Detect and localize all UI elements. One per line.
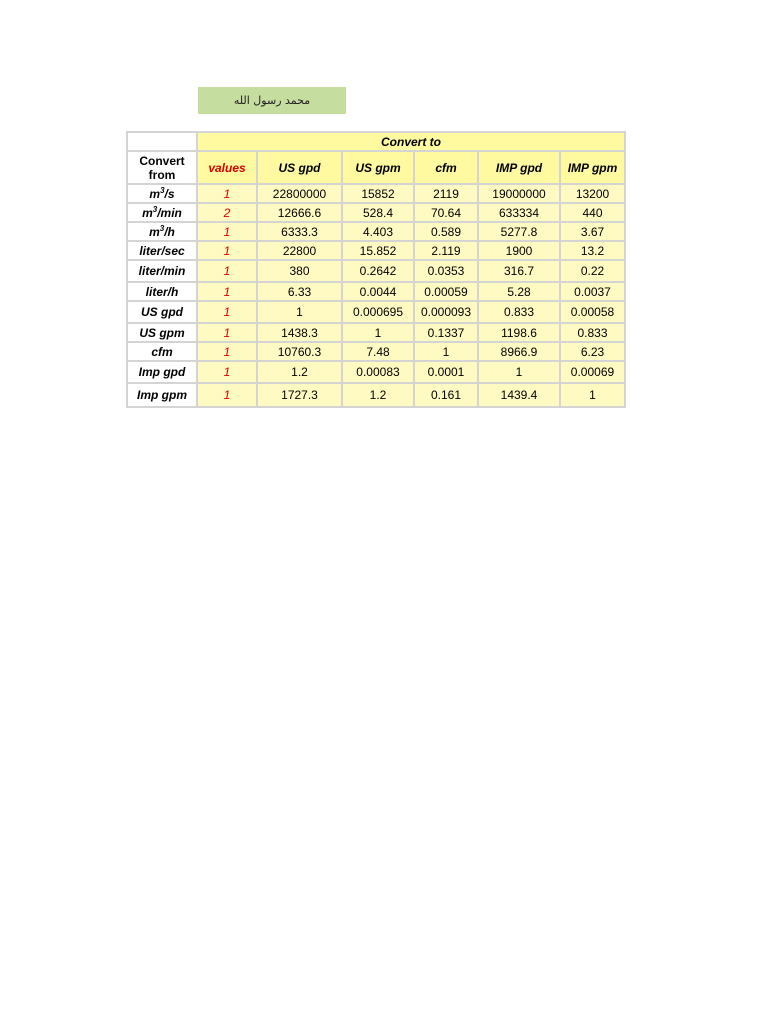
- table-cell: 440: [561, 204, 624, 221]
- value-cell[interactable]: 2: [198, 204, 256, 221]
- table-cell: 0.00059: [415, 283, 477, 300]
- table-cell: 6333.3: [258, 223, 341, 240]
- table-cell: 1198.6: [479, 324, 559, 341]
- table-cell: 13200: [561, 185, 624, 202]
- row-unit: US gpd: [128, 302, 196, 322]
- table-row: [128, 343, 624, 360]
- table-cell: 7.48: [343, 343, 413, 360]
- value-cell[interactable]: 1: [198, 343, 256, 360]
- title-banner: محمد رسول الله: [198, 87, 346, 114]
- table-cell: 0.0044: [343, 283, 413, 300]
- row-unit-m3-h: [128, 223, 196, 240]
- value-cell[interactable]: 1: [198, 283, 256, 300]
- table-cell: 13.2: [561, 242, 624, 259]
- table-cell: 1900: [479, 242, 559, 259]
- row-unit: liter/h: [128, 283, 196, 300]
- convert-from-header: Convert from: [128, 152, 196, 183]
- convert-to-header: Convert to: [198, 133, 624, 150]
- table-cell: 3.67: [561, 223, 624, 240]
- unit-suffix: /h: [164, 224, 175, 239]
- table-cell: 0.0001: [415, 362, 477, 382]
- table-cell: 0.0037: [561, 283, 624, 300]
- table-cell: 0.161: [415, 384, 477, 406]
- row-unit: US gpm: [128, 324, 196, 341]
- unit-superscript: 3: [152, 204, 158, 214]
- unit-suffix: /s: [164, 186, 175, 201]
- table-cell: 22800: [258, 242, 341, 259]
- table-cell: 1438.3: [258, 324, 341, 341]
- table-cell: 1.2: [258, 362, 341, 382]
- table-cell: 1: [415, 343, 477, 360]
- table-cell: 1: [343, 324, 413, 341]
- table-cell: 633334: [479, 204, 559, 221]
- unit-superscript: 3: [159, 223, 165, 233]
- table-row: [128, 204, 624, 221]
- table-row: [128, 384, 624, 406]
- col-header-us-gpd: US gpd: [258, 152, 341, 183]
- table-cell: 0.589: [415, 223, 477, 240]
- table-cell: 8966.9: [479, 343, 559, 360]
- table-row: [128, 283, 624, 300]
- table-cell: 0.2642: [343, 261, 413, 281]
- table-cell: 10760.3: [258, 343, 341, 360]
- table-cell: 1727.3: [258, 384, 341, 406]
- value-cell[interactable]: 1: [198, 302, 256, 322]
- unit-base: m: [142, 205, 153, 220]
- table-row: [128, 223, 624, 240]
- col-header-values: values: [198, 152, 256, 183]
- col-header-imp-gpm: IMP gpm: [561, 152, 624, 183]
- table-cell: 316.7: [479, 261, 559, 281]
- table-row: [128, 324, 624, 341]
- table-cell: 2.119: [415, 242, 477, 259]
- table-cell: 0.00069: [561, 362, 624, 382]
- column-header-row: [128, 152, 624, 183]
- value-cell[interactable]: 1: [198, 384, 256, 406]
- unit-base: m: [149, 186, 161, 201]
- table-cell: 1: [479, 362, 559, 382]
- table-cell: 1.2: [343, 384, 413, 406]
- table-cell: 380: [258, 261, 341, 281]
- table-cell: 70.64: [415, 204, 477, 221]
- col-header-cfm: cfm: [415, 152, 477, 183]
- col-header-imp-gpd: IMP gpd: [479, 152, 559, 183]
- table-cell: 4.403: [343, 223, 413, 240]
- table-cell: 15852: [343, 185, 413, 202]
- table-cell: 5277.8: [479, 223, 559, 240]
- row-unit-m3-min: [128, 204, 196, 221]
- unit-base: m: [149, 224, 160, 239]
- table-cell: 6.23: [561, 343, 624, 360]
- row-unit: Imp gpm: [128, 384, 196, 406]
- value-cell[interactable]: 1: [198, 223, 256, 240]
- value-cell[interactable]: 1: [198, 324, 256, 341]
- table-row: [128, 261, 624, 281]
- table-cell: 0.0353: [415, 261, 477, 281]
- table-cell: 6.33: [258, 283, 341, 300]
- row-unit-m3-s: [128, 185, 196, 202]
- row-unit: liter/min: [128, 261, 196, 281]
- table-row: [128, 185, 624, 202]
- table-cell: 0.000093: [415, 302, 477, 322]
- value-cell[interactable]: 1: [198, 362, 256, 382]
- table-cell: 1: [258, 302, 341, 322]
- unit-superscript: 3: [160, 185, 165, 195]
- table-cell: 0.833: [561, 324, 624, 341]
- table-cell: 0.833: [479, 302, 559, 322]
- unit-suffix: /min: [157, 205, 182, 220]
- table-cell: 0.00058: [561, 302, 624, 322]
- table-cell: 0.000695: [343, 302, 413, 322]
- table-cell: 19000000: [479, 185, 559, 202]
- table-cell: 528.4: [343, 204, 413, 221]
- table-row: [128, 242, 624, 259]
- table-cell: 5.28: [479, 283, 559, 300]
- col-header-us-gpm: US gpm: [343, 152, 413, 183]
- convert-to-row: [128, 133, 624, 150]
- table-cell: 1439.4: [479, 384, 559, 406]
- value-cell[interactable]: 1: [198, 242, 256, 259]
- table-cell: 2119: [415, 185, 477, 202]
- row-unit: cfm: [128, 343, 196, 360]
- row-unit: Imp gpd: [128, 362, 196, 382]
- table-row: [128, 302, 624, 322]
- conversion-table: [126, 131, 626, 408]
- table-cell: 22800000: [258, 185, 341, 202]
- table-row: [128, 362, 624, 382]
- value-cell[interactable]: 1: [198, 185, 256, 202]
- table-cell: 1: [561, 384, 624, 406]
- table-cell: 15.852: [343, 242, 413, 259]
- row-unit: liter/sec: [128, 242, 196, 259]
- blank-corner-cell: [128, 133, 196, 150]
- table-cell: 12666.6: [258, 204, 341, 221]
- table-cell: 0.22: [561, 261, 624, 281]
- table-cell: 0.00083: [343, 362, 413, 382]
- table-cell: 0.1337: [415, 324, 477, 341]
- value-cell[interactable]: 1: [198, 261, 256, 281]
